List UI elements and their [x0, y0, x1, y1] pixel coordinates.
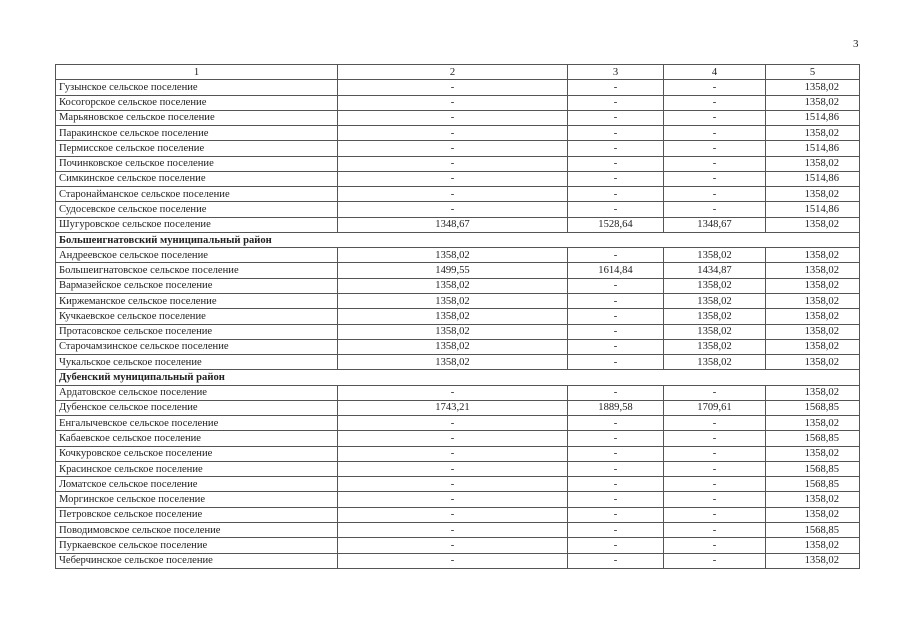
- value-col-3: -: [568, 278, 664, 293]
- settlement-name: Ардатовское сельское поселение: [56, 385, 338, 400]
- settlement-name: Кочкуровское сельское поселение: [56, 446, 338, 461]
- value-col-4: -: [664, 507, 766, 522]
- value-col-3: -: [568, 171, 664, 186]
- value-col-5: 1358,02: [766, 492, 860, 507]
- value-col-5: 1358,02: [766, 95, 860, 110]
- table-row: [56, 355, 860, 370]
- settlement-name: Пермисское сельское поселение: [56, 141, 338, 156]
- settlement-name: Марьяновское сельское поселение: [56, 110, 338, 125]
- table-row: [56, 446, 860, 461]
- value-col-2: -: [338, 477, 568, 492]
- value-col-4: -: [664, 522, 766, 537]
- value-col-5: 1568,85: [766, 522, 860, 537]
- table-row: [56, 385, 860, 400]
- value-col-2: 1358,02: [338, 324, 568, 339]
- value-col-3: -: [568, 431, 664, 446]
- value-col-4: -: [664, 416, 766, 431]
- value-col-5: 1358,02: [766, 126, 860, 141]
- value-col-2: -: [338, 202, 568, 217]
- settlement-name: Андреевское сельское поселение: [56, 248, 338, 263]
- value-col-2: -: [338, 416, 568, 431]
- value-col-4: -: [664, 187, 766, 202]
- value-col-4: -: [664, 202, 766, 217]
- table-row: [56, 522, 860, 537]
- value-col-3: -: [568, 416, 664, 431]
- column-header-2: 2: [338, 65, 568, 80]
- value-col-2: 1358,02: [338, 309, 568, 324]
- value-col-5: 1358,02: [766, 324, 860, 339]
- value-col-3: -: [568, 355, 664, 370]
- settlement-name: Большеигнатовское сельское поселение: [56, 263, 338, 278]
- value-col-3: -: [568, 461, 664, 476]
- value-col-5: 1358,02: [766, 248, 860, 263]
- table-row: [56, 507, 860, 522]
- value-col-5: 1514,86: [766, 171, 860, 186]
- value-col-5: 1358,02: [766, 416, 860, 431]
- column-header-4: 4: [664, 65, 766, 80]
- value-col-2: 1348,67: [338, 217, 568, 232]
- value-col-2: 1358,02: [338, 339, 568, 354]
- value-col-3: -: [568, 248, 664, 263]
- value-col-4: -: [664, 80, 766, 95]
- value-col-4: -: [664, 492, 766, 507]
- table-row: [56, 461, 860, 476]
- district-name: Большеигнатовский муниципальный район: [56, 232, 860, 247]
- settlement-name: Киржеманское сельское поселение: [56, 293, 338, 308]
- value-col-5: 1514,86: [766, 141, 860, 156]
- value-col-3: -: [568, 385, 664, 400]
- value-col-2: -: [338, 385, 568, 400]
- value-col-2: -: [338, 156, 568, 171]
- settlement-name: Чукальское сельское поселение: [56, 355, 338, 370]
- value-col-3: -: [568, 477, 664, 492]
- value-col-2: 1358,02: [338, 278, 568, 293]
- value-col-4: -: [664, 171, 766, 186]
- value-col-3: -: [568, 95, 664, 110]
- value-col-4: -: [664, 95, 766, 110]
- value-col-4: 1358,02: [664, 248, 766, 263]
- value-col-3: -: [568, 446, 664, 461]
- value-col-5: 1358,02: [766, 80, 860, 95]
- value-col-3: -: [568, 522, 664, 537]
- table-row: [56, 141, 860, 156]
- settlement-name: Починковское сельское поселение: [56, 156, 338, 171]
- settlement-name: Ломатское сельское поселение: [56, 477, 338, 492]
- value-col-4: 1348,67: [664, 217, 766, 232]
- value-col-4: 1358,02: [664, 278, 766, 293]
- column-header-1: 1: [56, 65, 338, 80]
- value-col-5: 1358,02: [766, 385, 860, 400]
- value-col-4: -: [664, 110, 766, 125]
- table-row: [56, 293, 860, 308]
- value-col-4: -: [664, 538, 766, 553]
- value-col-4: -: [664, 385, 766, 400]
- table-row: [56, 538, 860, 553]
- value-col-2: -: [338, 507, 568, 522]
- value-col-5: 1358,02: [766, 507, 860, 522]
- value-col-2: -: [338, 553, 568, 568]
- settlement-name: Шугуровское сельское поселение: [56, 217, 338, 232]
- value-col-4: -: [664, 141, 766, 156]
- value-col-5: 1568,85: [766, 477, 860, 492]
- value-col-3: -: [568, 110, 664, 125]
- settlement-name: Пуркаевское сельское поселение: [56, 538, 338, 553]
- value-col-4: -: [664, 126, 766, 141]
- page-number: 3: [853, 38, 859, 50]
- value-col-2: -: [338, 171, 568, 186]
- column-header-3: 3: [568, 65, 664, 80]
- value-col-3: -: [568, 156, 664, 171]
- value-col-3: -: [568, 293, 664, 308]
- settlement-name: Красинское сельское поселение: [56, 461, 338, 476]
- value-col-2: -: [338, 187, 568, 202]
- value-col-5: 1358,02: [766, 278, 860, 293]
- table-row: [56, 553, 860, 568]
- table-row: [56, 95, 860, 110]
- table-row: [56, 416, 860, 431]
- settlement-name: Чеберчинское сельское поселение: [56, 553, 338, 568]
- value-col-5: 1514,86: [766, 110, 860, 125]
- settlement-name: Моргинское сельское поселение: [56, 492, 338, 507]
- column-header-5: 5: [766, 65, 860, 80]
- table-row: [56, 156, 860, 171]
- value-col-5: 1568,85: [766, 461, 860, 476]
- value-col-5: 1358,02: [766, 446, 860, 461]
- settlement-name: Поводимовское сельское поселение: [56, 522, 338, 537]
- settlement-name: Косогорское сельское поселение: [56, 95, 338, 110]
- value-col-5: 1358,02: [766, 355, 860, 370]
- value-col-4: -: [664, 431, 766, 446]
- table-row: [56, 217, 860, 232]
- value-col-2: 1358,02: [338, 355, 568, 370]
- settlement-name: Гузынское сельское поселение: [56, 80, 338, 95]
- value-col-4: 1358,02: [664, 309, 766, 324]
- header-row: [56, 65, 860, 80]
- value-col-3: -: [568, 507, 664, 522]
- table-row: [56, 278, 860, 293]
- value-col-5: 1358,02: [766, 217, 860, 232]
- table-body: [56, 65, 860, 569]
- value-col-5: 1568,85: [766, 431, 860, 446]
- value-col-2: -: [338, 492, 568, 507]
- settlement-name: Енгалычевское сельское поселение: [56, 416, 338, 431]
- value-col-4: -: [664, 156, 766, 171]
- settlement-name: Кучкаевское сельское поселение: [56, 309, 338, 324]
- value-col-5: 1358,02: [766, 309, 860, 324]
- settlement-name: Судосевское сельское поселение: [56, 202, 338, 217]
- table-row: [56, 80, 860, 95]
- value-col-2: -: [338, 431, 568, 446]
- value-col-4: 1358,02: [664, 339, 766, 354]
- value-col-2: -: [338, 538, 568, 553]
- settlement-name: Кабаевское сельское поселение: [56, 431, 338, 446]
- value-col-3: 1889,58: [568, 400, 664, 415]
- value-col-3: 1614,84: [568, 263, 664, 278]
- table-row: [56, 324, 860, 339]
- value-col-2: -: [338, 141, 568, 156]
- table-row: [56, 431, 860, 446]
- value-col-2: -: [338, 446, 568, 461]
- district-header-row: [56, 370, 860, 385]
- settlement-name: Дубенское сельское поселение: [56, 400, 338, 415]
- settlement-name: Вармазейское сельское поселение: [56, 278, 338, 293]
- value-col-2: -: [338, 461, 568, 476]
- value-col-4: -: [664, 461, 766, 476]
- value-col-2: 1358,02: [338, 248, 568, 263]
- settlement-name: Паракинское сельское поселение: [56, 126, 338, 141]
- district-name: Дубенский муниципальный район: [56, 370, 860, 385]
- table-row: [56, 309, 860, 324]
- value-col-5: 1358,02: [766, 156, 860, 171]
- table-row: [56, 263, 860, 278]
- value-col-2: 1499,55: [338, 263, 568, 278]
- settlement-name: Протасовское сельское поселение: [56, 324, 338, 339]
- value-col-3: -: [568, 324, 664, 339]
- value-col-3: -: [568, 187, 664, 202]
- value-col-3: -: [568, 492, 664, 507]
- value-col-2: 1358,02: [338, 293, 568, 308]
- value-col-4: 1358,02: [664, 324, 766, 339]
- district-header-row: [56, 232, 860, 247]
- value-col-5: 1358,02: [766, 187, 860, 202]
- value-col-4: 1434,87: [664, 263, 766, 278]
- value-col-3: -: [568, 339, 664, 354]
- value-col-5: 1358,02: [766, 553, 860, 568]
- value-col-3: -: [568, 553, 664, 568]
- value-col-3: -: [568, 80, 664, 95]
- value-col-4: 1709,61: [664, 400, 766, 415]
- value-col-3: -: [568, 538, 664, 553]
- value-col-2: -: [338, 126, 568, 141]
- table-row: [56, 339, 860, 354]
- value-col-3: -: [568, 309, 664, 324]
- settlement-name: Старочамзинское сельское поселение: [56, 339, 338, 354]
- table-row: [56, 126, 860, 141]
- value-col-4: 1358,02: [664, 355, 766, 370]
- table-row: [56, 202, 860, 217]
- value-col-5: 1358,02: [766, 538, 860, 553]
- value-col-4: -: [664, 477, 766, 492]
- table-row: [56, 110, 860, 125]
- value-col-3: -: [568, 141, 664, 156]
- tariff-table: [55, 64, 860, 569]
- table-row: [56, 187, 860, 202]
- value-col-3: -: [568, 202, 664, 217]
- table-row: [56, 492, 860, 507]
- table-row: [56, 477, 860, 492]
- value-col-3: -: [568, 126, 664, 141]
- value-col-4: -: [664, 446, 766, 461]
- value-col-4: -: [664, 553, 766, 568]
- value-col-2: -: [338, 522, 568, 537]
- value-col-4: 1358,02: [664, 293, 766, 308]
- value-col-5: 1514,86: [766, 202, 860, 217]
- settlement-name: Симкинское сельское поселение: [56, 171, 338, 186]
- table-row: [56, 171, 860, 186]
- value-col-5: 1358,02: [766, 339, 860, 354]
- table-row: [56, 400, 860, 415]
- value-col-5: 1358,02: [766, 293, 860, 308]
- settlement-name: Петровское сельское поселение: [56, 507, 338, 522]
- value-col-2: -: [338, 110, 568, 125]
- settlement-name: Старонайманское сельское поселение: [56, 187, 338, 202]
- value-col-2: -: [338, 95, 568, 110]
- table-row: [56, 248, 860, 263]
- value-col-3: 1528,64: [568, 217, 664, 232]
- value-col-5: 1568,85: [766, 400, 860, 415]
- value-col-2: 1743,21: [338, 400, 568, 415]
- value-col-5: 1358,02: [766, 263, 860, 278]
- value-col-2: -: [338, 80, 568, 95]
